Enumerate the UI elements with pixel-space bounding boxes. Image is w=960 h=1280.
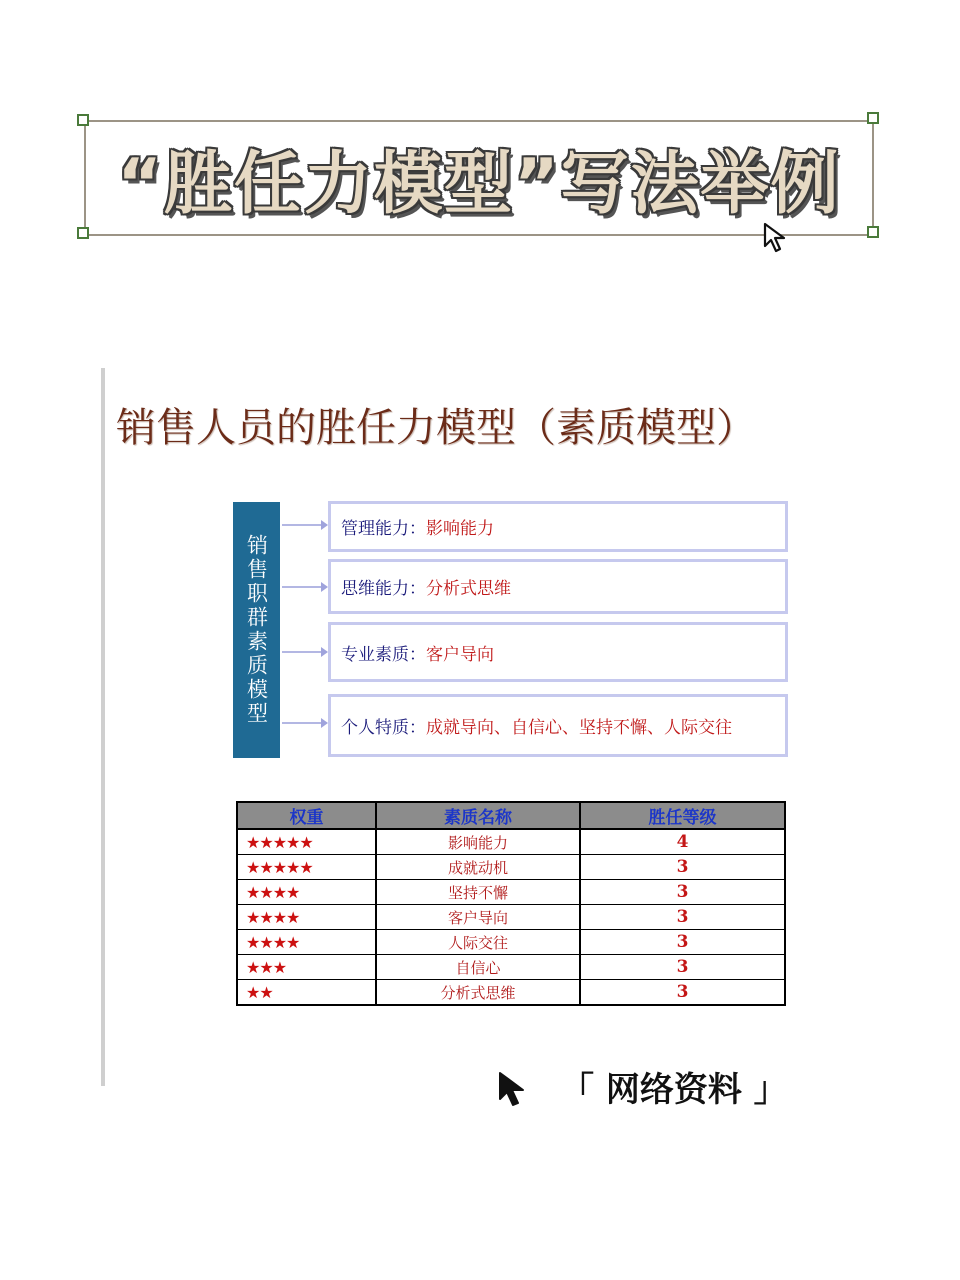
competency-level: 3	[580, 955, 785, 980]
competency-box-personal	[328, 694, 788, 757]
competency-box-management	[328, 501, 788, 552]
table-row	[237, 930, 785, 955]
weight-stars: ★★★★	[237, 905, 376, 930]
competency-level: 3	[580, 980, 785, 1006]
connector-arrow	[282, 524, 322, 526]
competency-name: 自信心	[376, 955, 580, 980]
competency-value: 影响能力	[426, 519, 494, 539]
table-row	[237, 880, 785, 905]
column-header-weight: 权重	[237, 802, 376, 829]
connector-arrow	[282, 722, 322, 724]
competency-name: 客户导向	[376, 905, 580, 930]
column-header-name: 素质名称	[376, 802, 580, 829]
weight-stars: ★★★★★	[237, 855, 376, 880]
competency-name: 成就动机	[376, 855, 580, 880]
source-label: 「 网络资料 」	[560, 1070, 788, 1110]
competency-level: 3	[580, 905, 785, 930]
competency-level: 3	[580, 930, 785, 955]
competency-box-professional	[328, 622, 788, 682]
table-row	[237, 829, 785, 855]
competency-table	[236, 801, 786, 1006]
model-label: 销售职群素质模型	[244, 534, 269, 726]
competency-level: 4	[580, 829, 785, 855]
table-row	[237, 955, 785, 980]
competency-name: 分析式思维	[376, 980, 580, 1006]
competency-value: 分析式思维	[426, 579, 511, 599]
competency-value: 成就导向、自信心、坚持不懈、人际交往	[426, 718, 732, 738]
page-title: “胜任力模型”写法举例	[117, 144, 841, 224]
model-label-box	[233, 502, 280, 758]
competency-label: 个人特质：	[341, 718, 426, 738]
weight-stars: ★★	[237, 980, 376, 1006]
connector-arrow	[282, 651, 322, 653]
competency-label: 管理能力：	[341, 519, 426, 539]
table-row	[237, 980, 785, 1006]
competency-label: 思维能力：	[341, 579, 426, 599]
competency-level: 3	[580, 855, 785, 880]
table-row	[237, 905, 785, 930]
table-header-row	[237, 802, 785, 829]
weight-stars: ★★★★	[237, 880, 376, 905]
cursor-icon	[497, 1071, 533, 1109]
cursor-icon	[762, 222, 792, 254]
weight-stars: ★★★★	[237, 930, 376, 955]
connector-arrow	[282, 586, 322, 588]
competency-name: 影响能力	[376, 829, 580, 855]
table-row	[237, 855, 785, 880]
weight-stars: ★★★	[237, 955, 376, 980]
competency-name: 人际交往	[376, 930, 580, 955]
competency-level: 3	[580, 880, 785, 905]
weight-stars: ★★★★★	[237, 829, 376, 855]
competency-label: 专业素质：	[341, 644, 426, 665]
slide-left-border	[101, 368, 105, 1086]
competency-box-thinking	[328, 559, 788, 614]
competency-name: 坚持不懈	[376, 880, 580, 905]
competency-value: 客户导向	[426, 644, 494, 665]
slide-title: 销售人员的胜任力模型（素质模型）	[116, 405, 756, 451]
column-header-level: 胜任等级	[580, 802, 785, 829]
